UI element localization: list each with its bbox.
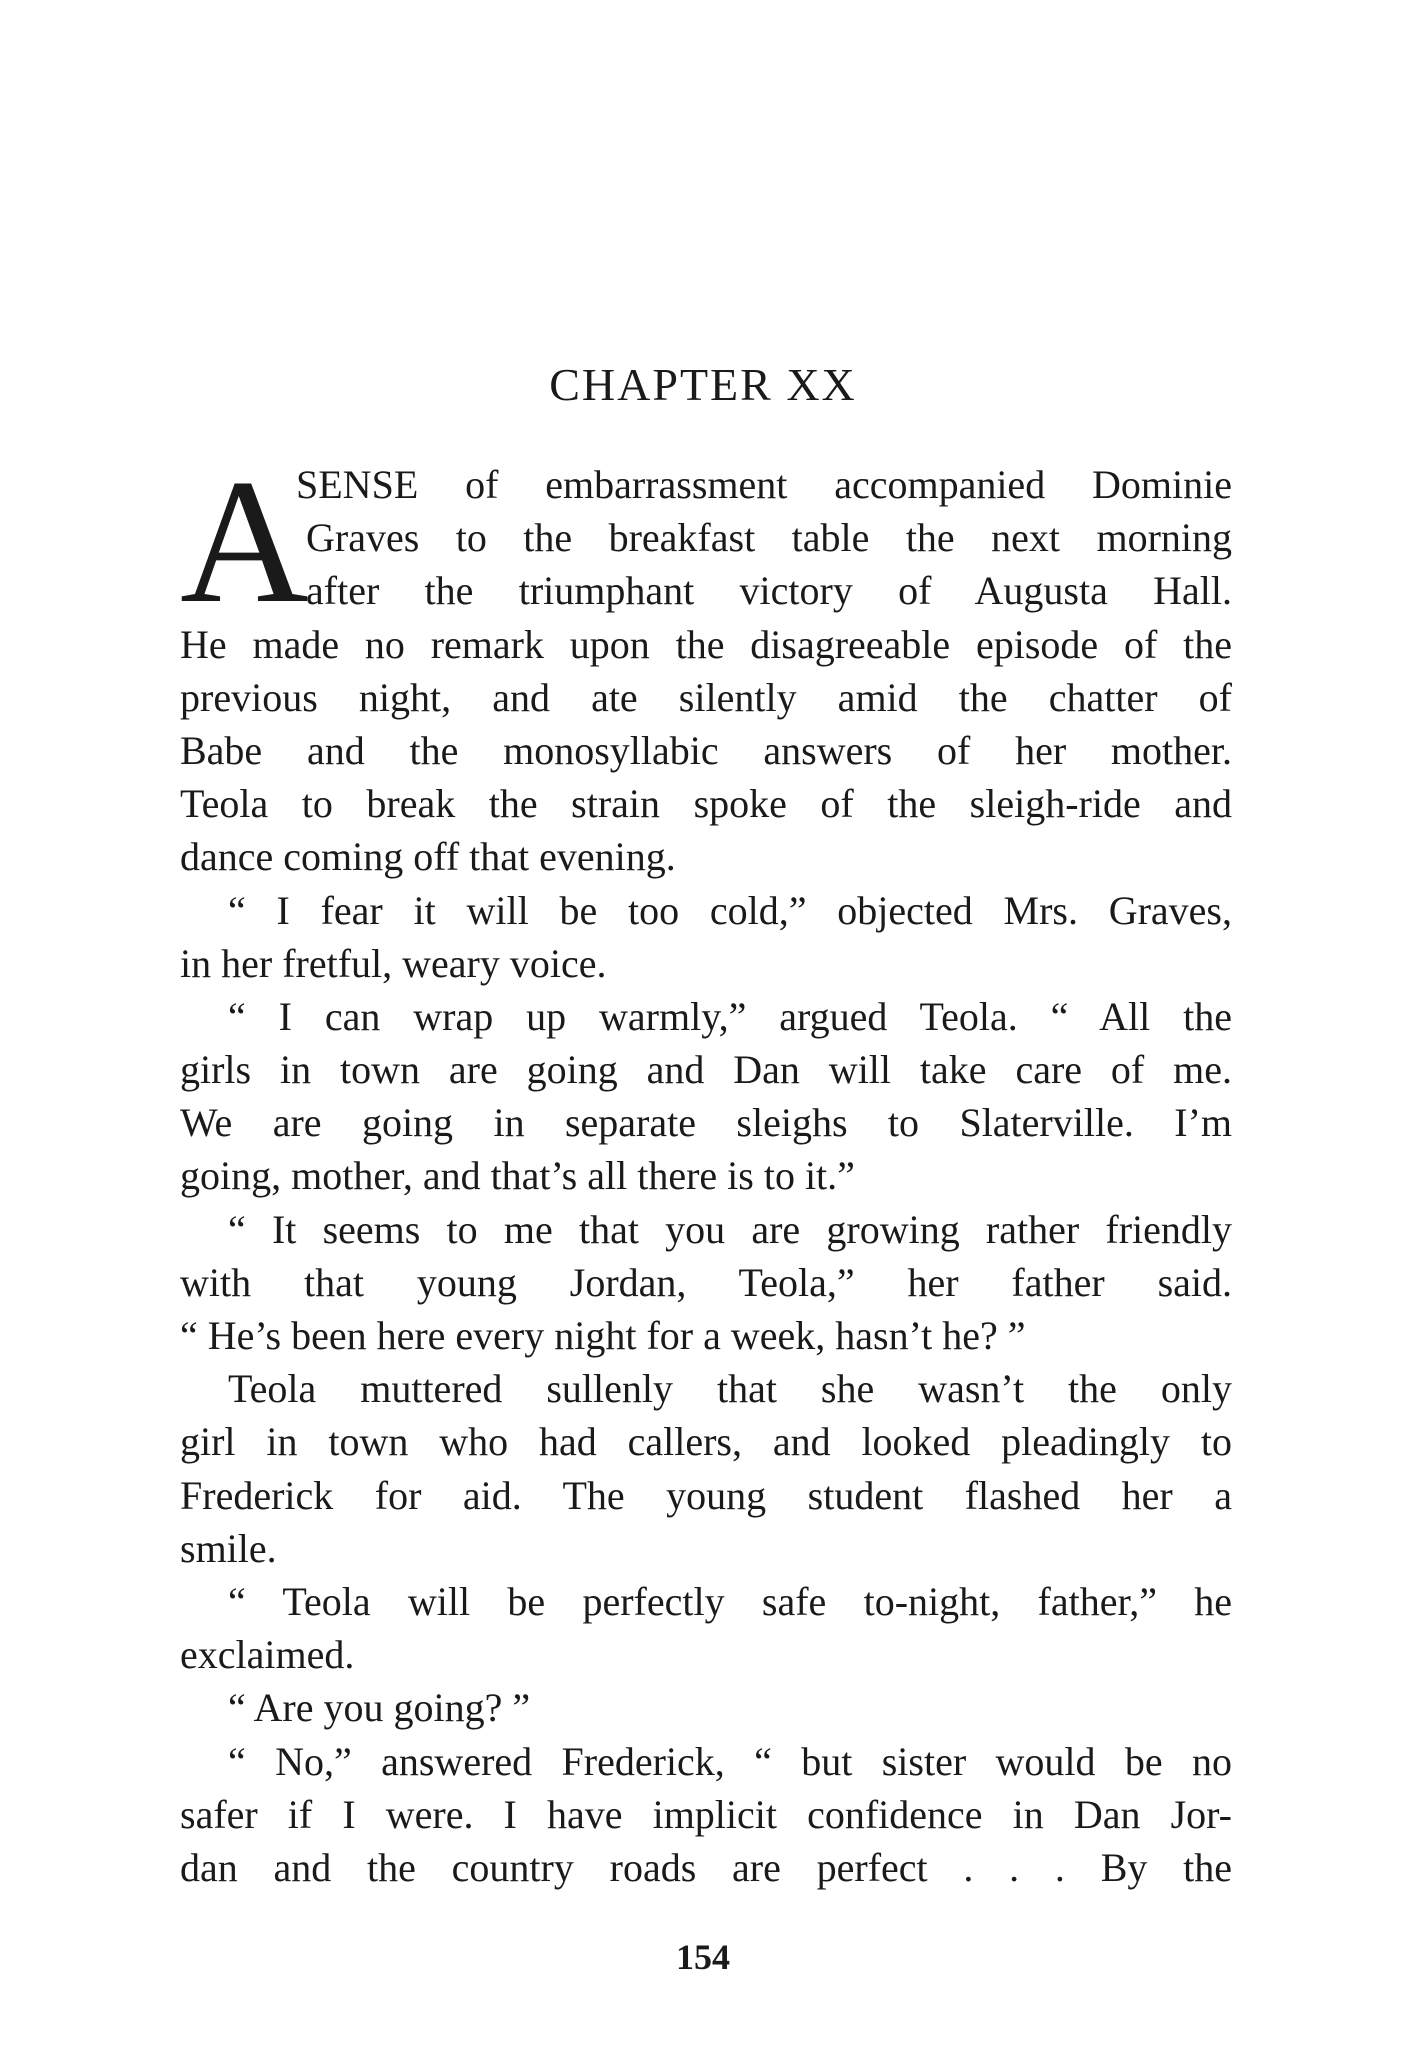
text-line: smile. bbox=[180, 1525, 277, 1571]
text-line: in her fretful, weary voice. bbox=[180, 940, 607, 986]
text-line: “ Are you going? ” bbox=[228, 1685, 531, 1731]
text-line: Babe and the monosyllabic answers of her mother. bbox=[180, 727, 1232, 773]
text-line: He made no remark upon the disagreeable episode of the bbox=[180, 621, 1232, 667]
text-line: previous night, and ate silently amid the chatter of bbox=[180, 674, 1232, 720]
text-line: going, mother, and that’s all there is to it.” bbox=[180, 1153, 855, 1199]
chapter-body bbox=[180, 442, 1232, 1894]
text-line: “ Teola will be perfectly safe to-night, father,” he bbox=[228, 1578, 1232, 1624]
text-line: Teola muttered sullenly that she wasn’t the only bbox=[228, 1366, 1232, 1412]
text-line: We are going in separate sleighs to Slaterville. I’m bbox=[180, 1100, 1232, 1146]
drop-cap: A bbox=[180, 442, 309, 640]
chapter-title: CHAPTER XX bbox=[549, 359, 857, 410]
text-line: Teola to break the strain spoke of the sleigh-ride and bbox=[180, 781, 1232, 827]
text-line: girl in town who had callers, and looked pleadingly to bbox=[180, 1419, 1232, 1465]
text-line: with that young Jordan, Teola,” her father said. bbox=[180, 1259, 1232, 1305]
text-line: “ I can wrap up warmly,” argued Teola. “ All the bbox=[228, 993, 1232, 1039]
page-number: 154 bbox=[676, 1937, 730, 1977]
text-line: Frederick for aid. The young student flashed her a bbox=[180, 1472, 1232, 1518]
text-line: after the triumphant victory of Augusta Hall. bbox=[306, 568, 1232, 614]
text-line: “ It seems to me that you are growing rather friendly bbox=[228, 1206, 1232, 1252]
text-line: Graves to the breakfast table the next morning bbox=[306, 515, 1232, 561]
text-line: SENSE of embarrassment accompanied Dominie bbox=[296, 462, 1232, 507]
text-line: dance coming off that evening. bbox=[180, 834, 676, 880]
text-line: girls in town are going and Dan will take care of me. bbox=[180, 1047, 1232, 1093]
text-line: safer if I were. I have implicit confidence in Dan Jor- bbox=[180, 1791, 1232, 1837]
text-line: exclaimed. bbox=[180, 1632, 355, 1678]
text-line: “ He’s been here every night for a week, hasn’t he? ” bbox=[180, 1313, 1026, 1358]
text-line: “ No,” answered Frederick, “ but sister would be no bbox=[228, 1738, 1232, 1784]
text-line: “ I fear it will be too cold,” objected Mrs. Graves, bbox=[228, 887, 1232, 933]
text-line: dan and the country roads are perfect . . . By the bbox=[180, 1844, 1232, 1890]
